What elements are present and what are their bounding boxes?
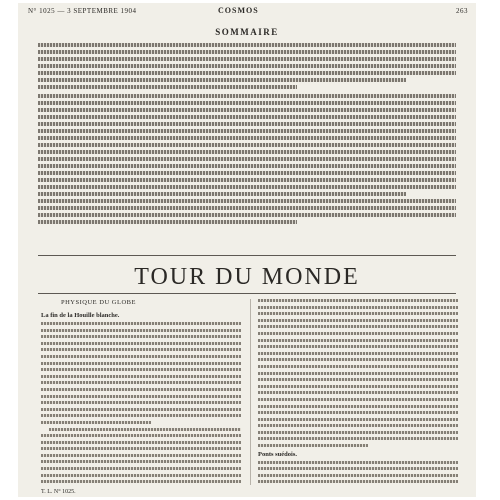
page-header <box>28 5 468 17</box>
journal-page <box>18 3 476 497</box>
article-subheading-right: Ponts suédois. <box>258 450 298 458</box>
left-column <box>41 299 241 485</box>
page-number: 263 <box>456 7 468 15</box>
section-rule-bottom <box>38 293 456 294</box>
summary-text-block <box>38 43 456 243</box>
section-title: TOUR DU MONDE <box>134 264 360 290</box>
sommaire-title: SOMMAIRE <box>215 27 279 37</box>
right-column <box>258 299 458 485</box>
page-footer: T. L. N° 1025. <box>41 489 76 495</box>
article-subheading: La fin de la Houille blanche. <box>41 312 120 319</box>
issue-number: N° 1025 — 3 SEPTEMBRE 1904 <box>28 7 137 15</box>
journal-title: COSMOS <box>218 6 259 15</box>
section-rule-top <box>38 255 456 256</box>
column-divider <box>250 299 251 485</box>
column-heading: PHYSIQUE DU GLOBE <box>61 299 136 306</box>
